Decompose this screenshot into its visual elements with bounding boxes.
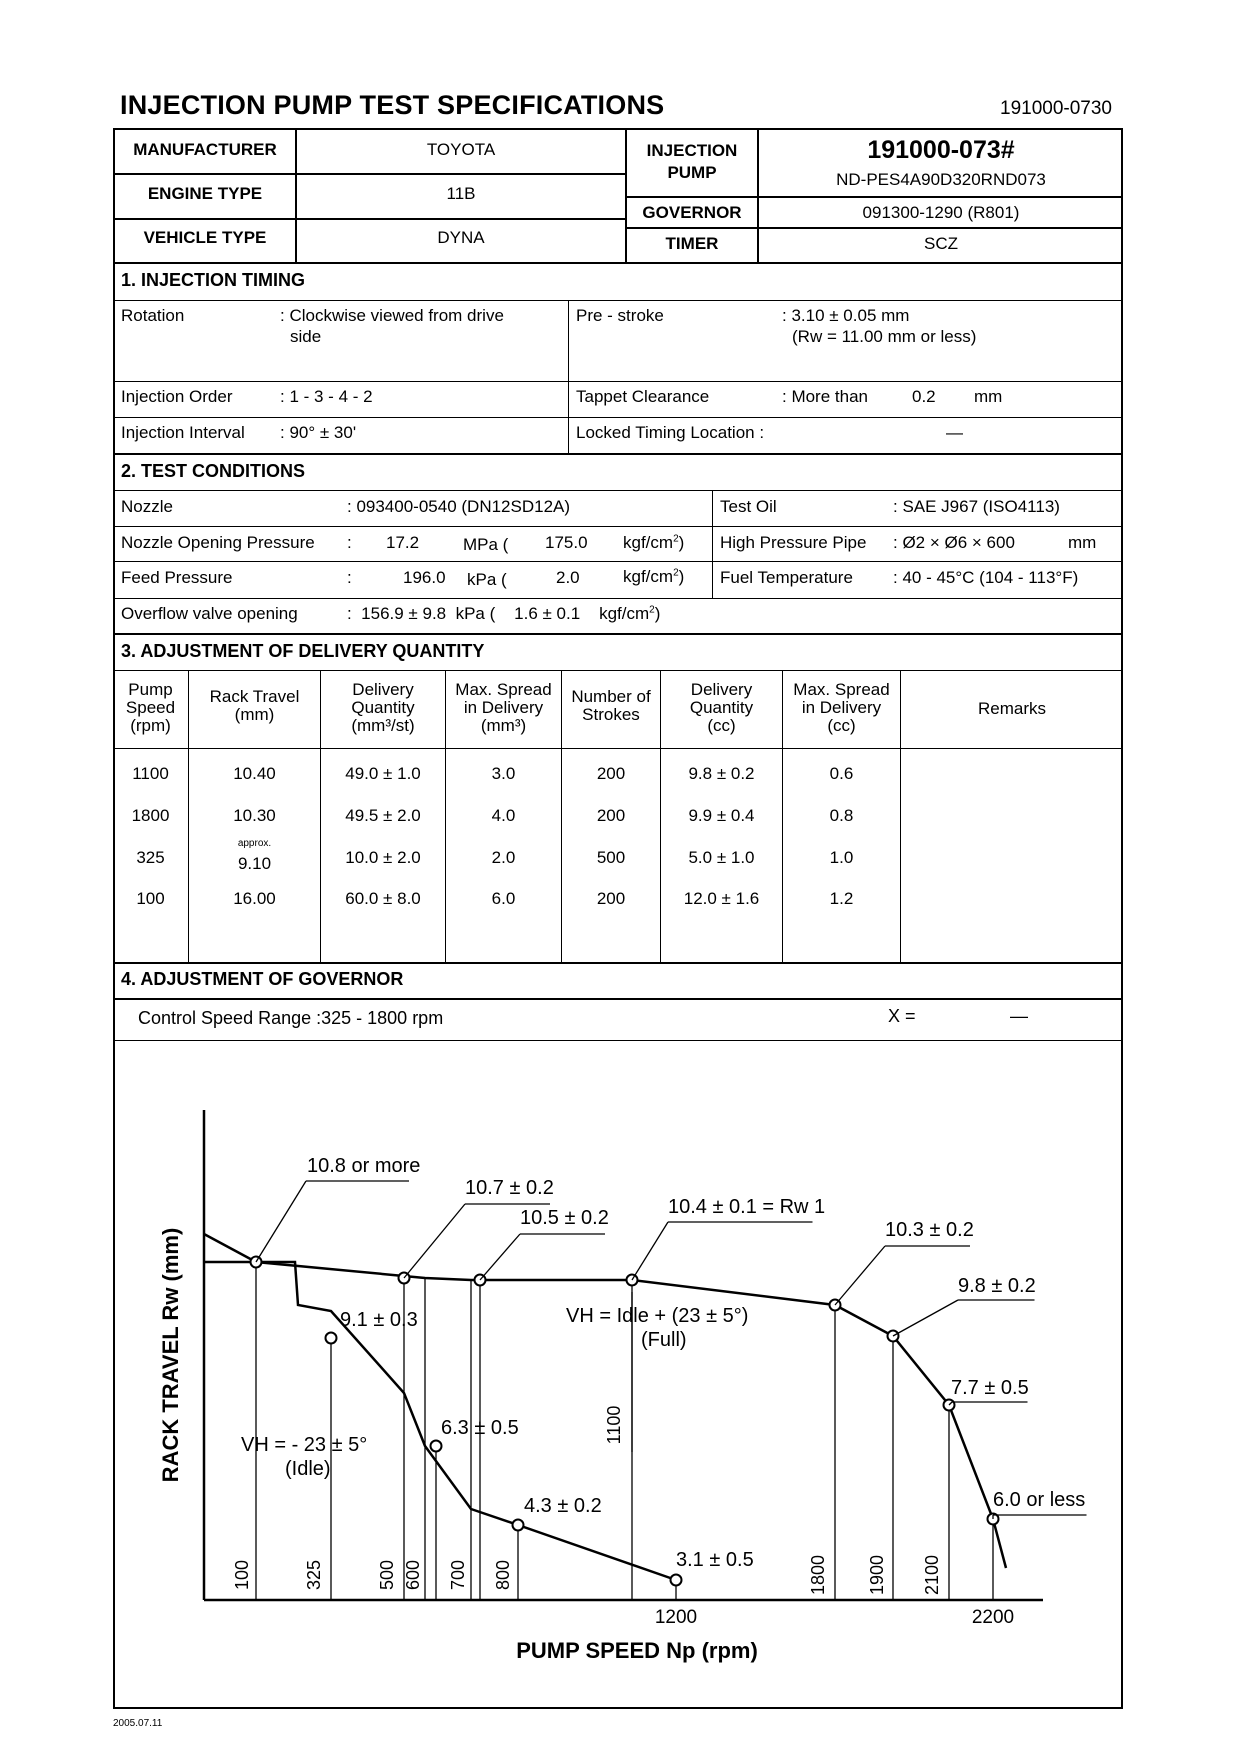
prestroke-value: : 3.10 ± 0.05 mm — [782, 306, 910, 325]
injection-timing-title: 1. INJECTION TIMING — [121, 270, 306, 290]
governor-adjustment-title: 4. ADJUSTMENT OF GOVERNOR — [121, 969, 404, 989]
col-max-spread-header: Max. Spread in Delivery (mm³) — [455, 680, 552, 735]
table-cell: 2.0 — [491, 848, 516, 867]
document-number: 191000-0730 — [1000, 98, 1112, 119]
table-cell: 0.8 — [829, 806, 854, 825]
rpm-marker-label: 1800 — [808, 1554, 828, 1596]
table-cell: 5.0 ± 1.0 — [688, 848, 755, 867]
table-cell: 9.9 ± 0.4 — [688, 806, 755, 825]
rpm-marker-label: 2100 — [922, 1554, 942, 1596]
vehicle-type-value: DYNA — [437, 228, 485, 247]
table-cell: 10.0 ± 2.0 — [345, 848, 421, 867]
overflow-valve-value: : 156.9 ± 9.8 kPa ( 1.6 ± 0.1 kgf/$cm^2$) — [347, 604, 661, 623]
idle-point — [513, 1520, 524, 1531]
table-cell: 9.8 ± 0.2 — [688, 764, 755, 783]
table-cell: 200 — [596, 764, 626, 783]
injection-interval-value: : 90° ± 30' — [280, 423, 357, 442]
full-curve-label: (Full) — [641, 1329, 687, 1351]
timer-label: TIMER — [665, 234, 719, 253]
tappet-clearance-unit: mm — [974, 387, 1003, 406]
injection-order-label: Injection Order — [121, 387, 233, 406]
value-annotation: 10.8 or more — [307, 1155, 421, 1177]
table-cell: 200 — [596, 889, 626, 908]
vehicle-type-label: VEHICLE TYPE — [143, 228, 267, 247]
table-cell: 4.0 — [491, 806, 516, 825]
idle-point — [671, 1575, 682, 1586]
high-pressure-pipe-label: High Pressure Pipe — [720, 533, 867, 552]
nozzle-opening-pressure-label: Nozzle Opening Pressure — [121, 533, 315, 552]
feed-pressure-kgf: 2.0 — [556, 568, 580, 587]
rotation-value-2: side — [290, 327, 322, 346]
table-cell: 10.40 — [233, 764, 276, 783]
table-cell: 60.0 ± 8.0 — [345, 889, 421, 908]
table-cell: 0.6 — [829, 764, 854, 783]
prestroke-value-2: (Rw = 11.00 mm or less) — [792, 327, 977, 346]
table-cell: 10.30 — [233, 806, 276, 825]
col-delivery-quantity-header: Delivery Quantity (mm³/st) — [351, 680, 415, 735]
governor-label: GOVERNOR — [642, 203, 742, 222]
control-speed-range: Control Speed Range :325 - 1800 rpm — [138, 1008, 444, 1028]
table-cell: 200 — [596, 806, 626, 825]
rotation-label: Rotation — [121, 306, 185, 325]
rpm-marker-label: 325 — [304, 1559, 324, 1591]
tappet-clearance-label: Tappet Clearance — [576, 387, 710, 406]
col-pump-speed-header: Pump Speed (rpm) — [125, 680, 176, 735]
rotation-value: : Clockwise viewed from drive — [280, 306, 504, 325]
col-remarks-header: Remarks — [977, 699, 1046, 718]
fuel-temperature-value: : 40 - 45°C (104 - 113°F) — [893, 568, 1079, 587]
injection-pump-label-2: PUMP — [667, 163, 717, 182]
x-axis-title: PUMP SPEED Np (rpm) — [516, 1638, 758, 1663]
overflow-valve-label: Overflow valve opening — [121, 604, 298, 623]
feed-pressure-colon: : — [347, 568, 352, 587]
feed-pressure-kgf-unit: kgf/$cm^2$) — [623, 567, 685, 586]
injection-pump-label: INJECTION — [646, 141, 738, 160]
table-cell: 3.0 — [491, 764, 516, 783]
value-annotation: 10.4 ± 0.1 = Rw 1 — [668, 1196, 826, 1218]
high-pressure-pipe-value: : Ø2 × Ø6 × 600 — [893, 533, 1015, 552]
rpm-marker-label: 800 — [493, 1559, 513, 1591]
test-oil-value: : SAE J967 (ISO4113) — [893, 497, 1060, 516]
engine-type-value: 11B — [446, 184, 476, 203]
test-oil-label: Test Oil — [720, 497, 777, 516]
table-cell: 1800 — [131, 806, 170, 825]
leader-line — [893, 1300, 958, 1336]
value-annotation: 10.5 ± 0.2 — [520, 1207, 609, 1229]
value-annotation: 9.1 ± 0.3 — [340, 1309, 418, 1331]
value-annotation: 7.7 ± 0.5 — [951, 1377, 1029, 1399]
injection-pump-model: ND-PES4A90D320RND073 — [836, 170, 1046, 189]
table-cell: 1.2 — [829, 889, 854, 908]
footer-date: 2005.07.11 — [113, 1718, 163, 1729]
table-cell: 12.0 ± 1.6 — [683, 889, 760, 908]
nozzle-opening-pressure-kgf-unit: kgf/$cm^2$) — [623, 533, 685, 552]
high-pressure-pipe-unit: mm — [1068, 533, 1097, 552]
nozzle-opening-pressure-mpa: 17.2 — [386, 533, 420, 552]
nozzle-value: : 093400-0540 (DN12SD12A) — [347, 497, 571, 516]
governor-value: 091300-1290 (R801) — [862, 203, 1020, 222]
value-annotation: 9.8 ± 0.2 — [958, 1275, 1036, 1297]
engine-type-label: ENGINE TYPE — [147, 184, 263, 203]
nozzle-label: Nozzle — [121, 497, 173, 516]
rpm-marker-label: 500 — [377, 1559, 397, 1591]
nozzle-opening-pressure-kgf: 175.0 — [545, 533, 588, 552]
table-cell: 9.10 — [237, 854, 272, 873]
table-cell: 100 — [136, 889, 165, 908]
table-cell: 6.0 — [491, 889, 516, 908]
value-annotation: 4.3 ± 0.2 — [524, 1495, 602, 1517]
idle-point — [326, 1333, 337, 1344]
idle-curve-label: VH = - 23 ± 5° — [241, 1434, 368, 1456]
injection-order-value: : 1 - 3 - 4 - 2 — [280, 387, 373, 406]
table-cell: 325 — [136, 848, 165, 867]
rpm-marker-label: 1100 — [604, 1405, 624, 1445]
feed-pressure-kpa-unit: kPa ( — [467, 570, 507, 589]
table-cell: 49.5 ± 2.0 — [345, 806, 421, 825]
prestroke-label: Pre - stroke — [576, 306, 664, 325]
table-cell: 49.0 ± 1.0 — [345, 764, 421, 783]
x-value: — — [1010, 1006, 1028, 1026]
y-axis-title: RACK TRAVEL Rw (mm) — [158, 1227, 183, 1483]
manufacturer-value: TOYOTA — [426, 140, 496, 159]
col-delivery-quantity-cc-header: Delivery Quantity (cc) — [689, 680, 754, 735]
injection-interval-label: Injection Interval — [121, 423, 245, 442]
nozzle-opening-pressure-mpa-unit: MPa ( — [463, 535, 509, 554]
col-number-of-strokes-header: Number of Strokes — [571, 687, 651, 724]
leader-line — [835, 1246, 885, 1305]
rpm-marker-label: 600 — [403, 1559, 423, 1591]
feed-pressure-kpa: 196.0 — [403, 568, 446, 587]
value-annotation: 3.1 ± 0.5 — [676, 1549, 754, 1571]
timer-value: SCZ — [924, 234, 958, 253]
table-cell: 1100 — [132, 764, 169, 783]
col-rack-travel-header: Rack Travel (mm) — [209, 687, 300, 724]
rpm-marker-label: 100 — [232, 1559, 252, 1591]
nozzle-opening-pressure-colon: : — [347, 533, 352, 552]
rpm-marker-label: 700 — [448, 1559, 468, 1591]
col-max-spread-cc-header: Max. Spread in Delivery (cc) — [793, 680, 890, 735]
locked-timing-label: Locked Timing Location : — [576, 423, 765, 442]
test-conditions-title: 2. TEST CONDITIONS — [121, 461, 306, 481]
fuel-temperature-label: Fuel Temperature — [720, 568, 853, 587]
table-cell: 500 — [596, 848, 626, 867]
tappet-clearance-value: 0.2 — [912, 387, 936, 406]
x-tick-label: 1200 — [654, 1607, 698, 1628]
value-annotation: 6.0 or less — [993, 1489, 1086, 1511]
rpm-marker-label: 1900 — [867, 1554, 887, 1596]
leader-line — [480, 1234, 520, 1280]
leader-line — [632, 1222, 668, 1280]
full-curve-label: VH = Idle + (23 ± 5°) — [566, 1305, 749, 1327]
tappet-clearance-prefix: : More than — [782, 387, 868, 406]
injection-pump-part-number: 191000-073# — [867, 136, 1015, 164]
full-load-curve — [204, 1234, 1006, 1568]
locked-timing-value: — — [946, 423, 963, 442]
manufacturer-label: MANUFACTURER — [133, 140, 277, 159]
value-annotation: 10.7 ± 0.2 — [465, 1177, 554, 1199]
delivery-quantity-title: 3. ADJUSTMENT OF DELIVERY QUANTITY — [121, 641, 485, 661]
leader-line — [256, 1181, 306, 1262]
value-annotation: 6.3 ± 0.5 — [441, 1417, 519, 1439]
idle-point — [431, 1441, 442, 1452]
leader-line — [404, 1204, 465, 1278]
value-annotation: 10.3 ± 0.2 — [885, 1219, 974, 1241]
x-tick-label: 2200 — [971, 1607, 1015, 1628]
approx-note: approx. — [237, 838, 272, 849]
table-cell: 16.00 — [233, 889, 276, 908]
x-label: X = — [888, 1006, 916, 1026]
idle-curve-label: (Idle) — [285, 1458, 331, 1480]
table-cell: 1.0 — [829, 848, 854, 867]
feed-pressure-label: Feed Pressure — [121, 568, 233, 587]
page-title: INJECTION PUMP TEST SPECIFICATIONS — [120, 90, 665, 120]
